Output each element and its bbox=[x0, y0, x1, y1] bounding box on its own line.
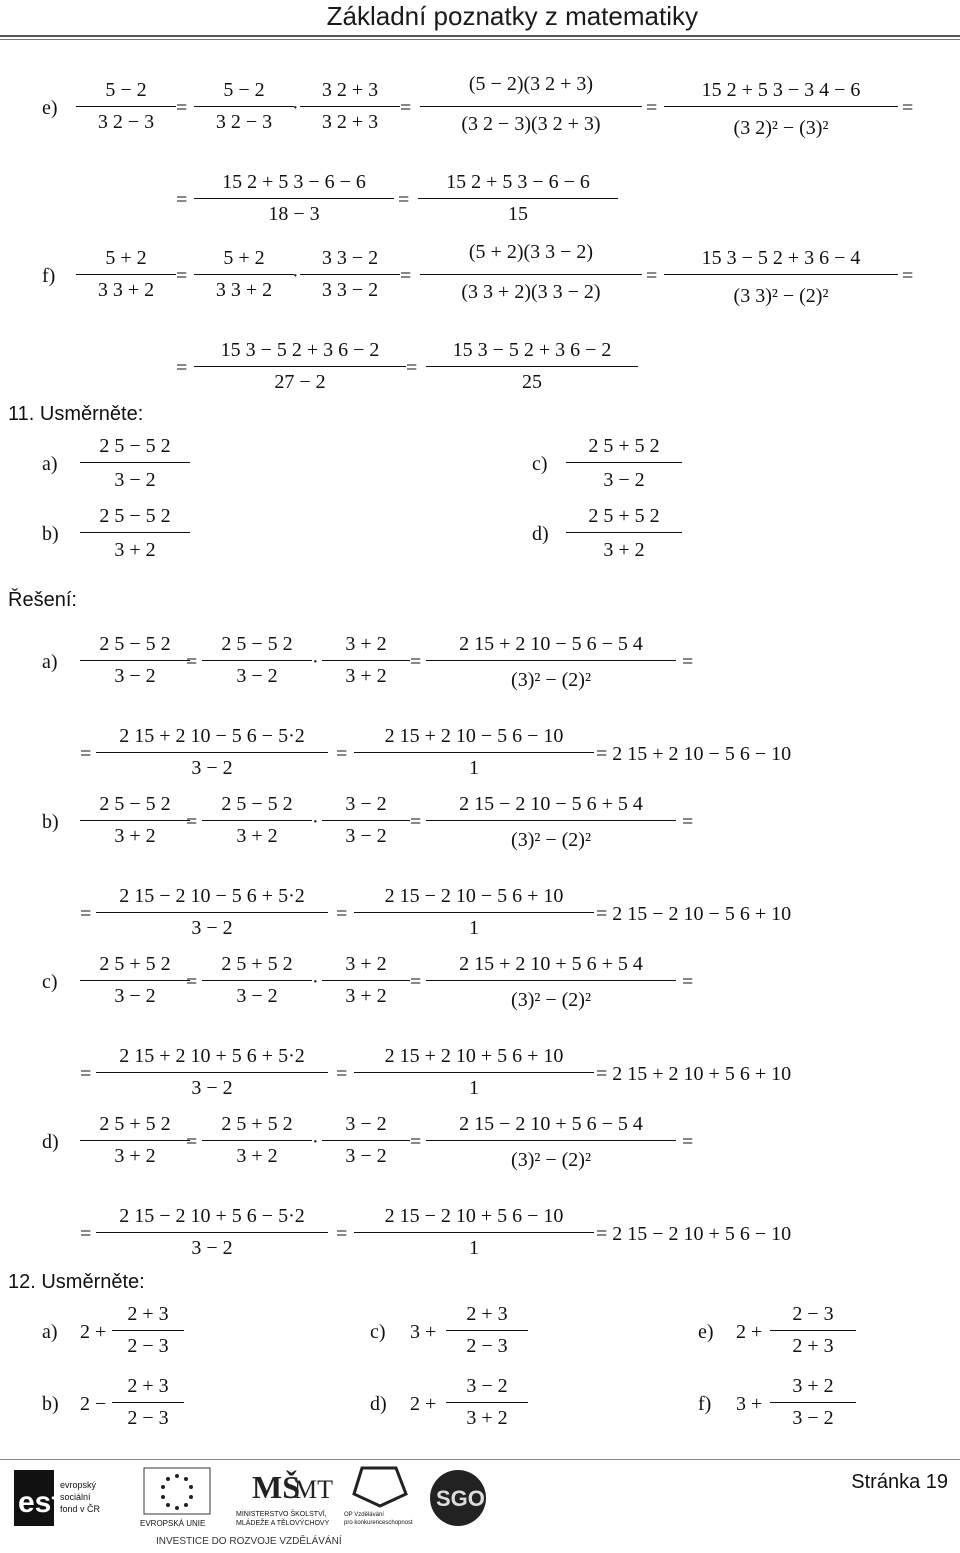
solution-result-b: = 2 15 − 2 10 − 5 6 + 10 bbox=[596, 903, 792, 925]
solutions-heading: Řešení: bbox=[8, 589, 77, 611]
svg-text:MLÁDEŽE A TĚLOVÝCHOVY: MLÁDEŽE A TĚLOVÝCHOVY bbox=[236, 1520, 330, 1527]
svg-text:MINISTERSTVO ŠKOLSTVÍ,: MINISTERSTVO ŠKOLSTVÍ, bbox=[236, 1511, 327, 1518]
fraction: 3 2 + 3 3 2 + 3 bbox=[300, 78, 400, 148]
label-c: c) bbox=[370, 1321, 386, 1343]
svg-text:OP Vzdělávání: OP Vzdělávání bbox=[344, 1512, 384, 1518]
solution-result-c: = 2 15 + 2 10 + 5 6 + 10 bbox=[596, 1063, 792, 1085]
page-header bbox=[0, 0, 960, 40]
label-c: c) bbox=[532, 453, 548, 475]
fraction: 2 15 − 2 10 − 5 6 + 5 4 (3)² − (2)² bbox=[426, 792, 676, 862]
fraction: 3 − 2 3 − 2 bbox=[322, 1112, 410, 1182]
fraction: 3 − 2 3 + 2 bbox=[446, 1374, 528, 1434]
fraction: 2 5 − 5 2 3 − 2 bbox=[202, 632, 312, 702]
label-c: c) bbox=[42, 971, 58, 993]
label-a: a) bbox=[42, 1321, 58, 1343]
sgo-logo bbox=[424, 1466, 494, 1530]
fraction: 2 5 + 5 2 3 − 2 bbox=[80, 952, 190, 1022]
msmt-logo bbox=[234, 1462, 344, 1532]
fraction: 2 5 + 5 2 3 + 2 bbox=[566, 504, 682, 564]
svg-text:EVROPSKÁ UNIE: EVROPSKÁ UNIE bbox=[140, 1519, 206, 1528]
fraction: 2 15 + 2 10 + 5 6 + 10 1 bbox=[354, 1044, 594, 1114]
fraction: 2 + 3 2 − 3 bbox=[112, 1302, 184, 1362]
label-d: d) bbox=[532, 523, 549, 545]
fraction: 5 − 2 3 2 − 3 bbox=[194, 78, 294, 148]
exercise-12-heading: 12. Usměrněte: bbox=[8, 1271, 145, 1293]
fraction: 15 2 + 5 3 − 6 − 6 18 − 3 bbox=[194, 170, 394, 230]
fraction: 2 15 − 2 10 + 5 6 − 5·2 3 − 2 bbox=[96, 1204, 328, 1274]
svg-text:pro konkurenceschopnost: pro konkurenceschopnost bbox=[344, 1520, 413, 1526]
fraction: 3 + 2 3 + 2 bbox=[322, 952, 410, 1022]
fraction: 2 5 − 5 2 3 + 2 bbox=[80, 504, 190, 564]
svg-text:sociální: sociální bbox=[60, 1492, 91, 1502]
fraction: 2 5 + 5 2 3 + 2 bbox=[202, 1112, 312, 1182]
label-d: d) bbox=[42, 1131, 59, 1153]
esf-logo bbox=[14, 1466, 124, 1530]
fraction: 2 15 + 2 10 − 5 6 − 5 4 (3)² − (2)² bbox=[426, 632, 676, 702]
fraction: 2 5 + 5 2 3 − 2 bbox=[566, 434, 682, 494]
solution-result-d: = 2 15 − 2 10 + 5 6 − 10 bbox=[596, 1223, 792, 1245]
exercise-11-heading: 11. Usměrněte: bbox=[8, 403, 144, 425]
fraction: 2 5 + 5 2 3 + 2 bbox=[80, 1112, 190, 1182]
label-e: e) bbox=[698, 1321, 714, 1343]
fraction: 15 2 + 5 3 − 3 4 − 6 (3 2)² − (3)² bbox=[664, 78, 898, 158]
fraction: 2 15 − 2 10 + 5 6 − 10 1 bbox=[354, 1204, 594, 1274]
fraction: 2 15 + 2 10 − 5 6 − 10 1 bbox=[354, 724, 594, 794]
label-e: e) bbox=[42, 97, 58, 119]
fraction: 2 15 + 2 10 + 5 6 + 5·2 3 − 2 bbox=[96, 1044, 328, 1114]
svg-text:SGO: SGO bbox=[436, 1486, 485, 1511]
fraction: (5 − 2)(3 2 + 3) (3 2 − 3)(3 2 + 3) bbox=[420, 72, 642, 152]
label-a: a) bbox=[42, 453, 58, 475]
fraction: 2 + 3 2 − 3 bbox=[112, 1374, 184, 1434]
fraction: 2 5 − 5 2 3 + 2 bbox=[80, 792, 190, 862]
fraction: 3 + 2 3 − 2 bbox=[770, 1374, 856, 1434]
label-b: b) bbox=[42, 811, 59, 833]
fraction: 3 − 2 3 − 2 bbox=[322, 792, 410, 862]
fraction: 2 − 3 2 + 3 bbox=[770, 1302, 856, 1362]
fraction: 2 15 − 2 10 − 5 6 + 10 1 bbox=[354, 884, 594, 954]
header-rule-thin bbox=[0, 39, 960, 40]
fraction: (5 + 2)(3 3 − 2) (3 3 + 2)(3 3 − 2) bbox=[420, 240, 642, 320]
fraction: 5 + 2 3 3 + 2 bbox=[76, 246, 176, 316]
investice-slogan: INVESTICE DO ROZVOJE VZDĚLÁVÁNÍ bbox=[156, 1536, 342, 1547]
svg-text:evropský: evropský bbox=[60, 1480, 97, 1490]
fraction: 3 3 − 2 3 3 − 2 bbox=[300, 246, 400, 316]
fraction: 15 3 − 5 2 + 3 6 − 4 (3 3)² − (2)² bbox=[664, 246, 898, 326]
solution-result-a: = 2 15 + 2 10 − 5 6 − 10 bbox=[596, 743, 792, 765]
fraction: 2 15 − 2 10 − 5 6 + 5·2 3 − 2 bbox=[96, 884, 328, 954]
header-rule bbox=[0, 35, 960, 37]
fraction: 2 5 + 5 2 3 − 2 bbox=[202, 952, 312, 1022]
fraction: 2 5 − 5 2 3 − 2 bbox=[80, 434, 190, 494]
svg-text:fond v ČR: fond v ČR bbox=[60, 1504, 101, 1514]
label-b: b) bbox=[42, 523, 59, 545]
fraction: 2 15 − 2 10 + 5 6 − 5 4 (3)² − (2)² bbox=[426, 1112, 676, 1182]
fraction: 2 15 + 2 10 + 5 6 + 5 4 (3)² − (2)² bbox=[426, 952, 676, 1022]
fraction: 5 + 2 3 3 + 2 bbox=[194, 246, 294, 316]
fraction: 2 + 3 2 − 3 bbox=[446, 1302, 528, 1362]
page-title: Základní poznatky z matematiky bbox=[326, 1, 698, 31]
svg-text:MT: MT bbox=[294, 1475, 333, 1504]
label-b: b) bbox=[42, 1393, 59, 1415]
fraction: 15 3 − 5 2 + 3 6 − 2 27 − 2 bbox=[194, 338, 406, 398]
svg-text:MŠ: MŠ bbox=[252, 1469, 300, 1505]
fraction: 15 3 − 5 2 + 3 6 − 2 25 bbox=[426, 338, 638, 398]
footer-rule bbox=[0, 1459, 960, 1460]
fraction: 3 + 2 3 + 2 bbox=[322, 632, 410, 702]
label-f: f) bbox=[42, 265, 56, 287]
eu-flag-logo bbox=[138, 1466, 218, 1530]
label-d: d) bbox=[370, 1393, 387, 1415]
op-vzdelavani-logo bbox=[340, 1464, 420, 1528]
svg-text:esf: esf bbox=[18, 1486, 62, 1519]
fraction: 2 5 − 5 2 3 + 2 bbox=[202, 792, 312, 862]
fraction: 2 5 − 5 2 3 − 2 bbox=[80, 632, 190, 702]
fraction: 5 − 2 3 2 − 3 bbox=[76, 78, 176, 148]
page-number: Stránka 19 bbox=[851, 1471, 948, 1493]
fraction: 15 2 + 5 3 − 6 − 6 15 bbox=[418, 170, 618, 230]
fraction: 2 15 + 2 10 − 5 6 − 5·2 3 − 2 bbox=[96, 724, 328, 794]
label-a: a) bbox=[42, 651, 58, 673]
label-f: f) bbox=[698, 1393, 712, 1415]
